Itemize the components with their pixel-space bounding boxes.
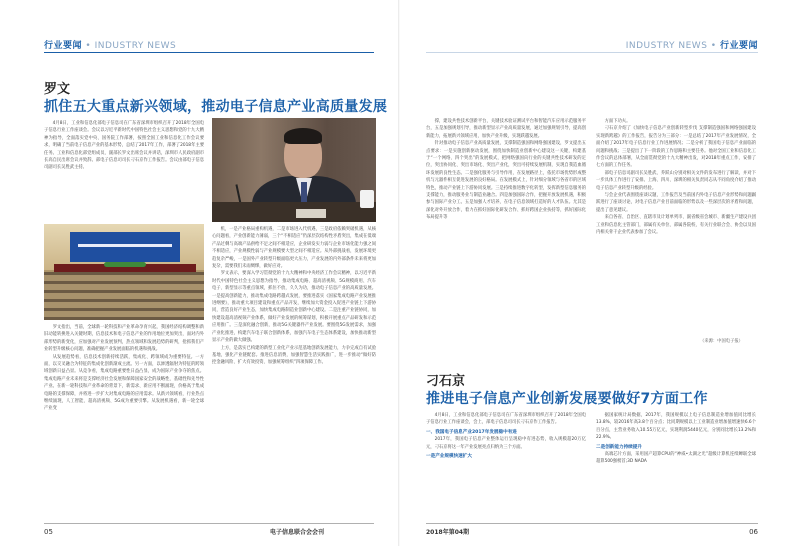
speaker-photo <box>212 118 376 222</box>
paragraph: 罗文指出，当前，全球新一轮科技和产业革命孕育兴起，我国经济结构调整和新旧动能转换进入关键时期，信息技术和电子信息产业的作用地位更加突出，面对内外部形势的新变化，应加强对产业发展预判，热点领域和发展趋势的研判，抢抓我们产业转型升级核心问题，准确把握产业发展面临的机遇和挑战。 <box>44 325 204 353</box>
article2-subhead-1: 一、我国电子信息产业2017年发展稳中有进 <box>426 429 517 435</box>
right-col2-text <box>596 118 756 334</box>
article-author: 罗文 <box>44 82 71 97</box>
article2-headline: 推进电子信息产业创新发展要做好7方面工作 <box>426 391 708 407</box>
page-number-left: 05 <box>44 528 53 536</box>
paragraph: 部电子信息司副司长吴胜武、乔跃山分别对相关文件的发布进行了解读，并对下一步具体工作进行了安排。上海、四川、深圳的相关负责同志从不同角度介绍了推动电子信息产业转型升级的经验。 <box>596 170 756 191</box>
section-tag-en: INDUSTRY NEWS <box>625 41 708 51</box>
section-tag-zh: 行业要闻 <box>44 41 83 51</box>
right-col4-text <box>596 412 756 512</box>
footer-rule-left <box>44 523 374 524</box>
article-source: （来源：中国电子报） <box>700 339 743 344</box>
paragraph: 4月8日，工业和信息化部电子信息司在广东省深圳市组织召开了2018年全国电子信息行业工作座谈会。会议以习近平新时代中国特色社会主义思想和党的十九大精神为指导，全面落实党中央、国务院工作部署，按照全国工业和信息化工作会议要求，明确了当前电子信息产业的基本形势，总结了2017年工作，部署了2018年主要任务。工业和信息化部党组成员、副部长罗文出席会议并讲话，深圳市人民政府副市长高自民出席会议并致辞。部电子信息司司长刁石京作工作报告。会议由部电子信息司副司长吴胜武主持。 <box>44 121 204 171</box>
section-tag-sep: • <box>710 41 717 51</box>
left-col1-text <box>44 120 204 220</box>
section-rule-right <box>426 52 758 53</box>
article2-subhead-3: 二是创新能力持续提升 <box>596 444 642 450</box>
meeting-photo <box>44 224 204 320</box>
speaker-photo-desk <box>212 202 376 222</box>
page-number-right: 06 <box>749 528 758 536</box>
paragraph: 罗文表示，要深入学习贯彻党的十九大精神和中央经济工作会议精神，以习近平新时代中国特色社会主义思想为指导，推动集成电路、超高清视频、5G规模商用、汽车电子、新型显示等重点领域，抓住不放，久久为功，推动电子信息产业的高质量发展。一是提高创新能力，推动集成电路跨越式发展，要推进落实《国家集成电路产业发展推进纲要》，推动重大项目建设和重点产品开发，继续加大资金投入促进产业链上下游协同，营造良好产业生态，加快集成电路制造业创新中心建设。二是注重产业链协同，加快建设超高清视频产业体系，做好产业发展的统筹谋划，积极开展重点产品研发和示范应用推广。三是深化融合创新，推动5G关键器件产业发展。要围绕5G发展需求，加强产业化推进，构建汽车电子联合创新体系，加强汽车电子生态体系建设，加快推动新型显示产业的做大做强。 <box>212 271 376 344</box>
paragraph: 撑，建设共性技术创新平台，关键技术验证测试平台和智能汽车应用示范服务平台，五是加强规划引导，推动新型显示产业高质量发展，通过加强规划引导，提高创新能力，拓展新兴领域应用，加快产业升级，实现跃越发展。 <box>426 119 586 139</box>
paragraph: 与会企业代表围绕座谈议题，工作报告及当前国内外电子信息产业形势和问题踊跃进行了座谈讨论，对电子信息产业目前面临的形势以及一些深层次的矛盾和问题，提出了意见建议。 <box>596 193 756 213</box>
section-tag-en: INDUSTRY NEWS <box>94 41 177 51</box>
article-headline: 抓住五大重点新兴领域，推动电子信息产业高质量发展 <box>44 99 388 115</box>
meeting-photo-flowers <box>104 262 146 267</box>
right-page <box>400 0 800 546</box>
paragraph: 刁石京介绍了《加快电子信息产业创新转型步伐 支撑制造强国和网络强国建设实现新跨越》的工作报告，报告分为三部分：一是总结了2017年产业发展情况，全面介绍了2017年电子信息行业工作进展情况；二是分析了我国电子信息产业面临的问题和挑战；三是提出了下一阶段的工作思路和主要任务。他对全国工业和信息化工作会议的总体部署，从全面贯彻党的十九大精神出发，对2018年重点工作，安排了七方面的工作任务。 <box>596 126 756 169</box>
article2-subhead-2: 一是产业规模快速扩大 <box>426 454 472 460</box>
section-tag-left <box>44 38 176 51</box>
paragraph: 高端芯片方面，采用国产超算CPU的“神威•太湖之光”超级计算机连续蝉联全球超算500强榜首;3D NADA <box>596 452 756 465</box>
paragraph: 据国家统计局数据，2017年，我国规模以上电子信息制造业增加值同比增长13.8%，较2016年高3.8个百分点；比同期规模以上工业制造业增加值增速快6.6个百分点，主营业务收入10.55万亿元，实现利润5440亿元，分别同比增长13.2%和22.9%。 <box>596 413 756 441</box>
section-tag-zh: 行业要闻 <box>719 41 758 51</box>
section-rule-left <box>44 52 374 53</box>
paragraph: 来自各省、自治区、直辖市及计划单列市、副省级省会城市、新疆生产建设兵团工业和信息化主管部门，部属有关单位、部属各院校，有关行业联合会、协会以及国内相关骨干企业代表参加了会议。 <box>596 215 756 236</box>
speaker-photo-hair <box>284 128 322 144</box>
paragraph: 4月8日，工业和信息化部电子信息司在广东省深圳市组织召开了2018年全国电子信息行业工作座谈会，会上，部电子信息司司长刁石京作工作报告。 <box>426 413 586 426</box>
paragraph: 从发展趋势看，信息技术创新持续活跃，集成化、跨领域成为重要特征。一方面，以交叉融合为特征的集成化创新渐成主流。另一方面，以渗透辐射为特征的跨领域创新日益凸显。从竞争看，集成电路重要性日益凸显，成为国际产业争夺的焦点。集成电路产业未来将是支撑经济社会发展和保障国家安全的战略性、基础性和先导性产业。在新一轮科技和产业革命的背景下，新需求、新应用不断涌现，价格高于集成电路的支撑保障，并将进一步扩大对集成电路的应用需求。从新兴领域看，行业热点继续涌现，人工智能、超高清视频、5G成为重要引擎。从发展机遇看，新一轮全球产业变 <box>44 354 204 412</box>
right-col1-text <box>426 118 586 352</box>
right-col3-text <box>426 412 586 512</box>
paragraph: 机，一是产业格局重构机遇，二是市场进入代机遇，三是政府依赖突破机遇，从核心问题看，产业创新能力薄弱，三个“不相适应”仍深层次结构性矛盾突出，集成在低端产品过剩与高端产品供给不足之间不相适应，企业研发实力弱与企业市场化能力强之间不相适应，产业规模性弱与产业规模要大型之间不相适应。从外部挑战看，发展环境更趋复杂严峻，一是国外产业转型升级面临更大压力，产业发展的内外部条件未来将更加复杂，需要我们未雨绸缪，做好应对。 <box>212 227 376 270</box>
speaker-photo-nameplate <box>296 209 326 218</box>
paragraph: 方面下功夫。 <box>604 119 631 124</box>
footer-journal-title: 电子信息联合会会刊 <box>270 529 325 536</box>
article2-author: 刁石京 <box>426 374 466 389</box>
section-tag-right <box>626 38 758 51</box>
meeting-photo-audience <box>44 272 204 320</box>
section-tag-sep: • <box>85 41 92 51</box>
paragraph: 上方，是落实已构建的新型工业化产业示范基地创新发展能力，力争完成自有试验基地，强化产业链配套。推进信息消费，加强智慧生活实践推广，进一步推动“做好防控金融风险、扩大有效投资、加强统筹组织”四项保障工作。 <box>212 345 376 366</box>
left-col2-text <box>212 226 376 512</box>
meeting-photo-banner <box>70 232 180 262</box>
footer-rule-right <box>426 523 758 524</box>
paragraph: 2017年，我国电子信息产业整体运行呈现稳中有进态势，收入规模超20万亿元，刁石京将这一年产业发展亮点归纳为三个方面。 <box>426 437 586 450</box>
speaker-photo-cup <box>360 190 374 208</box>
left-col1b-text <box>44 324 204 512</box>
paragraph: 针对推动电子信息产业高质量发展，支撑制造强国和网络强国建设，罗文提出五点要求：一是实施创新驱动发展，围绕加快制造业创新中心建设这一关键，构建基于“一个网络、四个突出”的发展模式，把网络强国向行业的关键共性技术研发的定位，突出协同化、突出市场化、突出产业化，突出可持续发展机制，实现自我造血循环发展的良性生态。二是强化服务与引导作用，在发展路径上，依托市场优势形成整机与元器件相互促进发展的良好格局。在发展模式上，针对细分领域与各省市的区域特色，推动产业链上下游协同发展。三是持续推进数字化转型，发挥新型信息服务的支撑能力，推动服务业与制造业融合。四是加强国际合作，把握开放发展机遇，积极参与国际产业分工。五是加强人才培养，在电子信息领域打造好的人才队伍。尤其是深化对外开放合作，着力在抓好国际化研发合作、抓好跨国企业扶持等，抓好国际化布局提升等 <box>426 141 586 221</box>
footer-issue: 2018年第04期 <box>426 529 470 536</box>
